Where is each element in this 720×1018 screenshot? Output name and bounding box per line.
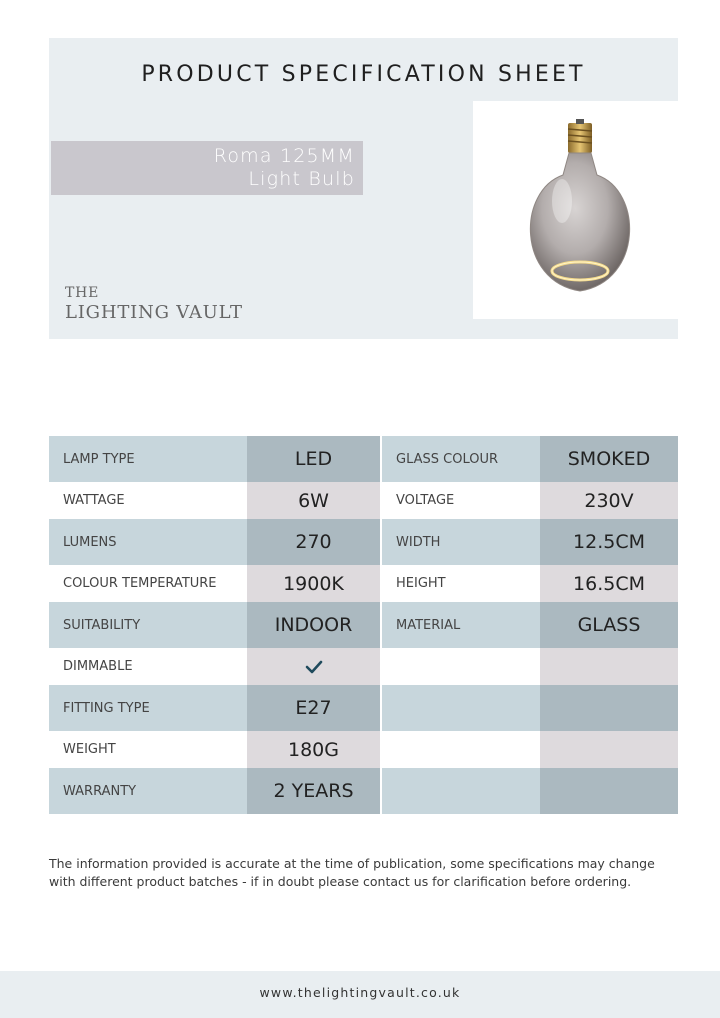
spec-value: SMOKED [540,436,678,482]
spec-label: WIDTH [382,519,540,565]
product-name-box [51,141,363,195]
spec-value [540,685,678,731]
spec-label [382,648,540,685]
spec-value: 230V [540,482,678,519]
header-panel [49,38,678,339]
spec-row [49,731,678,768]
spec-row [49,648,678,685]
spec-label: VOLTAGE [382,482,540,519]
spec-value [540,648,678,685]
spec-value: 270 [247,519,380,565]
spec-row [49,519,678,565]
product-image [473,101,687,319]
spec-label: LUMENS [49,519,247,565]
spec-value: 2 YEARS [247,768,380,814]
checkmark-icon [305,656,323,678]
spec-table [49,436,678,814]
spec-value: 180G [247,731,380,768]
logo-line2: LIGHTING VAULT [65,302,243,323]
spec-label: WARRANTY [49,768,247,814]
light-bulb-icon [473,101,687,319]
spec-row [49,602,678,648]
spec-label: HEIGHT [382,565,540,602]
spec-row [49,768,678,814]
spec-value: LED [247,436,380,482]
product-name-line1: Roma 125MM [213,145,355,167]
spec-label [382,768,540,814]
website-link[interactable]: www.thelightingvault.co.uk [259,985,461,1000]
brand-logo [65,285,243,324]
spec-row [49,565,678,602]
spec-value: 12.5CM [540,519,678,565]
spec-label: COLOUR TEMPERATURE [49,565,247,602]
product-name-line2: Light Bulb [248,168,355,190]
spec-value: 6W [247,482,380,519]
spec-label: WEIGHT [49,731,247,768]
spec-value: 1900K [247,565,380,602]
spec-value: GLASS [540,602,678,648]
spec-label: DIMMABLE [49,648,247,685]
sheet-title: PRODUCT SPECIFICATION SHEET [141,62,586,87]
spec-label [382,731,540,768]
spec-value [540,768,678,814]
logo-line1: THE [65,285,100,301]
disclaimer-text: The information provided is accurate at the time of publication, some specifications may change with different product batches - if in doubt please contact us for clarification before ordering. [49,856,655,889]
footer-bar [0,971,720,1018]
spec-value: 16.5CM [540,565,678,602]
spec-value [247,648,380,685]
spec-label: WATTAGE [49,482,247,519]
spec-row [49,685,678,731]
spec-label: MATERIAL [382,602,540,648]
spec-row [49,436,678,482]
spec-value: INDOOR [247,602,380,648]
spec-value [540,731,678,768]
spec-row [49,482,678,519]
spec-label: GLASS COLOUR [382,436,540,482]
spec-label: SUITABILITY [49,602,247,648]
spec-label: FITTING TYPE [49,685,247,731]
spec-label [382,685,540,731]
spec-label: LAMP TYPE [49,436,247,482]
spec-value: E27 [247,685,380,731]
